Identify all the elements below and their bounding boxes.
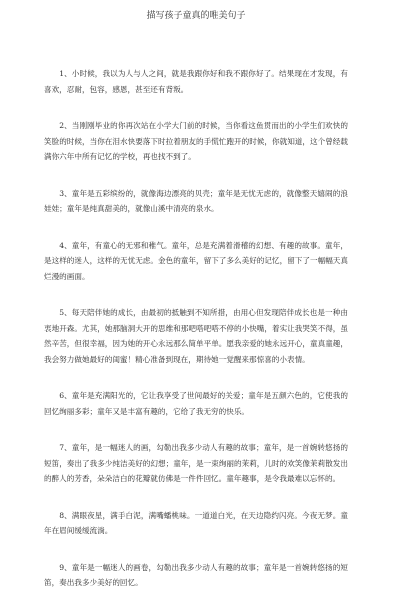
paragraph-8: 8、满眼夜星，满手白泥，满嘴蟠桃味。一道道白光，在天边隐约闪亮。今夜无梦。童年在眉间缓缓流淌。 xyxy=(44,510,348,535)
paragraph-1: 1、小时候，我以为人与人之间，就是我跟你好和我不跟你好了。结果现在才发现，有喜欢，忍耐，包容，感恩，甚至还有背叛。 xyxy=(44,69,348,94)
paragraph-3: 3、童年是五彩缤纷的，就像海边漂亮的贝壳；童年是无忧无虑的，就像整天嬉闹的浪娃娃；童年是纯真甜美的，就像山溪中清亮的泉水。 xyxy=(44,188,348,213)
paragraph-7: 7、童年，是一幅迷人的画，勾勒出我多少动人有趣的故事；童年，是一首婉转悠扬的短笛，奏出了我多少纯洁美好的幻想；童年，是一束绚丽的茉莉，儿时的欢笑像茉莉散发出的醉人的芳香，朵朵洁白的花瓣就仿佛是一件件回忆。童年趣事，是令我最难以忘怀的。 xyxy=(44,443,348,483)
document-title: 描写孩子童真的唯美句子 xyxy=(146,11,246,21)
paragraph-9: 9、童年是一幅迷人的画卷，勾勒出我多少动人有趣的故事；童年是一首婉转悠扬的短笛，奏出我多少美好的回忆。 xyxy=(44,562,348,587)
paragraph-4: 4、童年，有童心的无邪和稚气。童年，总是充满着滑稽的幻想、有趣的故事。童年，是这样的迷人，这样的无忧无虑。金色的童年，留下了多么美好的记忆，留下了一幅幅天真烂漫的画面。 xyxy=(44,240,348,281)
paragraph-6: 6、童年是充满阳光的，它让我享受了世间最好的关爱；童年是五颜六色的，它使我的回忆绚丽多彩；童年又是丰富有趣的，它给了我无穷的快乐。 xyxy=(44,391,348,416)
paragraph-2: 2、当刚刚毕业的你再次站在小学大门前的时候，当你看这鱼贯而出的小学生们欢快的笑脸的时候，当你在泪水快要落下时拉着朋友的手慌忙跑开的时候，你就知道，这个曾经载满你六年中所有记忆的学校，再也找不到了。 xyxy=(44,121,348,161)
paragraph-5: 5、每天陪伴她的成长，由最初的抵触到不知所措，由用心但发现陪伴成长也是一种由衷地开森。尤其，她那脑洞大开的思维和那吧嗒吧嗒不停的小快嘴，着实让我哭笑不得，虽然辛苦，但很幸福，因为她的开心永远那么简单平单。愿我亲爱的她永远开心，童真童趣，我会努力做她最好的闺蜜！精心准备到现在，期待她一觉醒来那惊喜的小表情。 xyxy=(44,308,348,364)
